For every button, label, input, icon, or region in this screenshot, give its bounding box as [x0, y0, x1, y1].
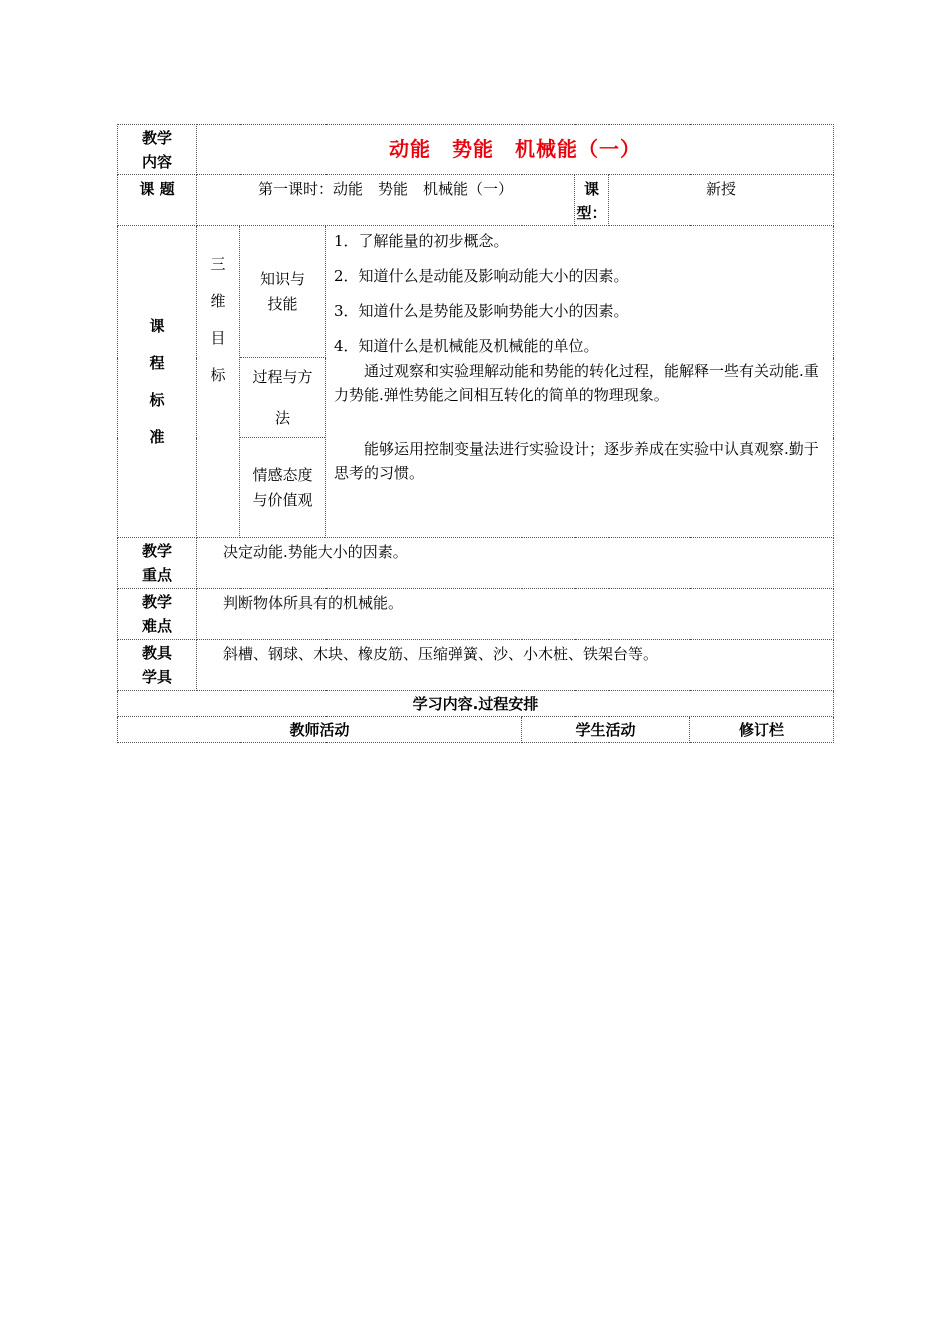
content-label	[118, 125, 197, 175]
difficulty-label-line1: 教学	[141, 593, 172, 611]
dimension-char-1: 三	[210, 255, 226, 273]
key-point-value: 决定动能.势能大小的因素。	[197, 538, 834, 589]
difficulty-row	[118, 589, 834, 640]
arrangement-heading-row	[118, 691, 834, 717]
difficulty-label	[118, 589, 197, 640]
knowledge-item-1: 1．了解能量的初步概念。	[334, 232, 509, 250]
difficulty-value: 判断物体所具有的机械能。	[197, 589, 834, 640]
lesson-type-label-line2: 型：	[576, 204, 607, 222]
difficulty-label-line2: 难点	[141, 617, 172, 635]
teacher-activity-header: 教师活动	[118, 717, 522, 743]
standard-char-4: 准	[149, 427, 165, 446]
standard-label	[118, 226, 197, 538]
lesson-title: 动能 势能 机械能（一）	[197, 125, 834, 175]
emotion-label-line1: 情感态度	[252, 465, 313, 484]
emotion-text: 能够运用控制变量法进行实验设计；逐步养成在实验中认真观察.勤于思考的习惯。	[334, 440, 819, 482]
dimension-char-2: 维	[210, 292, 226, 310]
key-point-label-line1: 教学	[141, 542, 172, 560]
key-point-label	[118, 538, 197, 589]
content-label-line2: 内容	[141, 152, 172, 171]
lesson-plan-table	[117, 124, 834, 743]
process-label	[240, 358, 326, 438]
topic-value: 第一课时：动能 势能 机械能（一）	[197, 175, 575, 226]
key-point-row	[118, 538, 834, 589]
knowledge-label-line1: 知识与	[259, 269, 305, 288]
knowledge-item-4: 4．知道什么是机械能及机械能的单位。	[334, 337, 599, 355]
tools-value: 斜槽、钢球、木块、橡皮筋、压缩弹簧、沙、小木桩、铁架台等。	[197, 640, 834, 691]
process-text: 通过观察和实验理解动能和势能的转化过程，能解释一些有关动能.重力势能.弹性势能之间相互转化的简单的物理现象。	[334, 362, 819, 404]
knowledge-label	[240, 226, 326, 358]
lesson-type-value: 新授	[609, 175, 834, 226]
arrangement-heading: 学习内容.过程安排	[118, 691, 834, 717]
tools-label	[118, 640, 197, 691]
dimension-char-3: 目	[210, 329, 226, 347]
standard-char-3: 标	[149, 390, 165, 409]
tools-label-line1: 教具	[141, 644, 172, 662]
three-dimension-label	[197, 226, 240, 538]
topic-row	[118, 175, 834, 226]
knowledge-item-2: 2．知道什么是动能及影响动能大小的因素。	[334, 267, 629, 285]
dimension-char-4: 标	[210, 366, 226, 384]
standard-char-2: 程	[149, 353, 165, 372]
emotion-label-line2: 与价值观	[252, 490, 313, 509]
tools-row	[118, 640, 834, 691]
topic-label: 课 题	[118, 175, 197, 226]
standard-char-1: 课	[149, 316, 165, 335]
key-point-label-line2: 重点	[141, 566, 172, 584]
goals-content	[326, 226, 834, 538]
activity-header-row	[118, 717, 834, 743]
lesson-plan	[117, 124, 833, 743]
process-label-line1: 过程与方	[252, 367, 313, 386]
knowledge-label-line2: 技能	[267, 294, 298, 313]
lesson-type-label-line1: 课	[583, 180, 599, 198]
process-label-line2: 法	[274, 408, 290, 427]
emotion-label	[240, 438, 326, 538]
standard-row-knowledge	[118, 226, 834, 358]
revision-header: 修订栏	[690, 717, 834, 743]
lesson-type-label	[575, 175, 609, 226]
content-label-line1: 教学	[141, 128, 172, 147]
knowledge-item-3: 3．知道什么是势能及影响势能大小的因素。	[334, 302, 629, 320]
student-activity-header: 学生活动	[522, 717, 690, 743]
title-row	[118, 125, 834, 175]
tools-label-line2: 学具	[141, 668, 172, 686]
